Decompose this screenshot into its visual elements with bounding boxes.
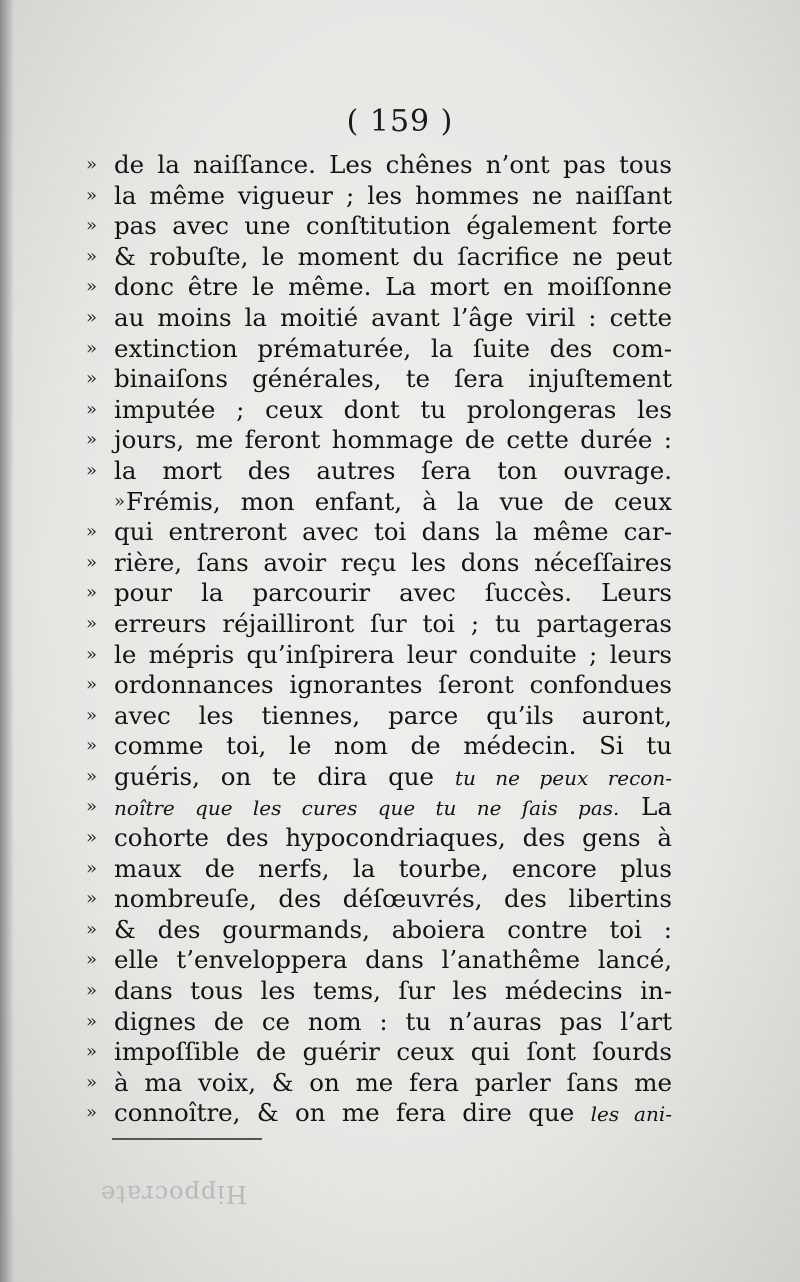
text-line [86, 823, 672, 854]
text-line [86, 792, 672, 823]
quote-mark: » [86, 704, 98, 726]
text-line [86, 640, 672, 671]
line-text: pour la parcourir avec ſuccès. Leurs [114, 578, 672, 608]
line-text: Frémis, mon enfant, à la vue de ceux [126, 486, 672, 516]
text-line [86, 578, 672, 609]
line-text: nombreuſe, des déſœuvrés, des libertins [114, 884, 672, 914]
line-text: la même vigueur ; les hommes ne naiſſant [114, 180, 672, 210]
quote-mark: » [86, 796, 98, 818]
quote-mark: » [86, 1071, 98, 1093]
line-text: imputée ; ceux dont tu prolongeras les [114, 394, 672, 424]
text-line [86, 884, 672, 915]
page-number: ( 159 ) [346, 104, 454, 139]
quote-mark: » [86, 215, 98, 237]
line-text: de la naiſſance. Les chênes n’ont pas tous [114, 150, 672, 179]
line-text: dignes de ce nom : tu n’auras pas l’art [114, 1006, 672, 1036]
text-line [86, 915, 672, 946]
line-text: qui entreront avec toi dans la même car- [114, 517, 672, 547]
quote-mark: » [86, 184, 98, 206]
text-line [86, 670, 672, 701]
line-text: au moins la moitié avant l’âge viril : cette [114, 302, 672, 332]
line-text: elle t’enveloppera dans l’anathême lancé, [114, 945, 672, 975]
text-line [86, 731, 672, 762]
line-text: rière, ſans avoir reçu les dons néceſſaires [114, 547, 672, 577]
line-text: comme toi, le nom de médecin. Si tu [114, 731, 672, 761]
line-text: à ma voix, & on me fera parler ſans me [114, 1067, 672, 1097]
line-text: binaiſons générales, te ſera injuſtement [114, 364, 672, 394]
quote-mark: » [86, 459, 98, 481]
quote-mark: » [86, 551, 98, 573]
quote-mark: » [86, 1041, 98, 1063]
quote-mark: » [86, 154, 98, 175]
quote-mark: » [86, 949, 98, 971]
quote-mark: » [86, 765, 98, 787]
quote-mark: » [114, 490, 126, 512]
line-text: maux de nerfs, la tourbe, encore plus [114, 853, 672, 883]
text-line [86, 242, 672, 273]
quote-mark: » [86, 674, 98, 696]
line-text: dans tous les tems, ſur les médecins in- [114, 976, 672, 1006]
line-text: impoſſible de guérir ceux qui ſont ſourds [114, 1037, 672, 1067]
text-line [86, 1037, 672, 1068]
text-line [86, 945, 672, 976]
line-text: pas avec une conſtitution également forte [114, 211, 672, 241]
quote-mark: » [86, 980, 98, 1002]
body-text [86, 150, 672, 1129]
text-line [86, 1007, 672, 1038]
text-line [86, 334, 672, 365]
line-text: & des gourmands, aboiera contre toi : [114, 914, 672, 944]
quote-mark: » [86, 337, 98, 359]
line-text: la mort des autres ſera ton ouvrage. [114, 455, 672, 485]
text-line [86, 762, 672, 793]
text-line [86, 272, 672, 303]
text-line [86, 548, 672, 579]
line-text: guéris, on te dira que tu ne peux recon- [114, 761, 672, 791]
quote-mark: » [86, 245, 98, 267]
quote-mark: » [86, 918, 98, 940]
quote-mark: » [86, 1102, 98, 1124]
text-line [86, 1098, 672, 1129]
line-text: donc être le même. La mort en moiſſonne [114, 272, 672, 302]
line-text: ordonnances ignorantes ſeront confondues [114, 670, 672, 700]
line-text: le mépris qu’inſpirera leur conduite ; leurs [114, 639, 672, 669]
quote-mark: » [86, 735, 98, 757]
quote-mark: » [86, 368, 98, 390]
text-line [86, 609, 672, 640]
quote-mark: » [86, 582, 98, 604]
text-line [86, 517, 672, 548]
line-text: extinction prématurée, la ſuite des com- [114, 333, 672, 363]
text-line [86, 395, 672, 426]
line-text: jours, me feront hommage de cette durée : [114, 425, 672, 455]
line-text: & robuſte, le moment du ſacrifice ne peut [114, 241, 672, 271]
bleed-through-text: Hippocrate [100, 1180, 247, 1208]
text-line [86, 1068, 672, 1099]
quote-mark: » [86, 521, 98, 543]
text-line [86, 425, 672, 456]
quote-mark: » [86, 857, 98, 879]
quote-mark: » [86, 276, 98, 298]
line-text: noître que les cures que tu ne ſais pas. La [114, 792, 672, 822]
quote-mark: » [86, 1010, 98, 1032]
gutter-shadow [0, 0, 14, 1282]
quote-mark: » [86, 306, 98, 328]
line-text: connoître, & on me fera dire que les ani- [114, 1098, 673, 1128]
text-line [86, 701, 672, 732]
text-line [86, 487, 672, 518]
text-line [86, 854, 672, 885]
line-text: cohorte des hypocondriaques, des gens à [114, 823, 672, 853]
text-line [86, 150, 672, 181]
line-text: avec les tiennes, parce qu’ils auront, [114, 700, 672, 730]
text-line [86, 181, 672, 212]
quote-mark: » [86, 888, 98, 910]
text-line [86, 976, 672, 1007]
text-line [86, 456, 672, 487]
quote-mark: » [86, 643, 98, 665]
line-text: erreurs réjailliront ſur toi ; tu partageras [114, 608, 672, 638]
quote-mark: » [86, 612, 98, 634]
quote-mark: » [86, 827, 98, 849]
quote-mark: » [86, 398, 98, 420]
underline-rule [112, 1138, 262, 1140]
quote-mark: » [86, 429, 98, 451]
text-line [86, 303, 672, 334]
text-line [86, 364, 672, 395]
text-line [86, 211, 672, 242]
